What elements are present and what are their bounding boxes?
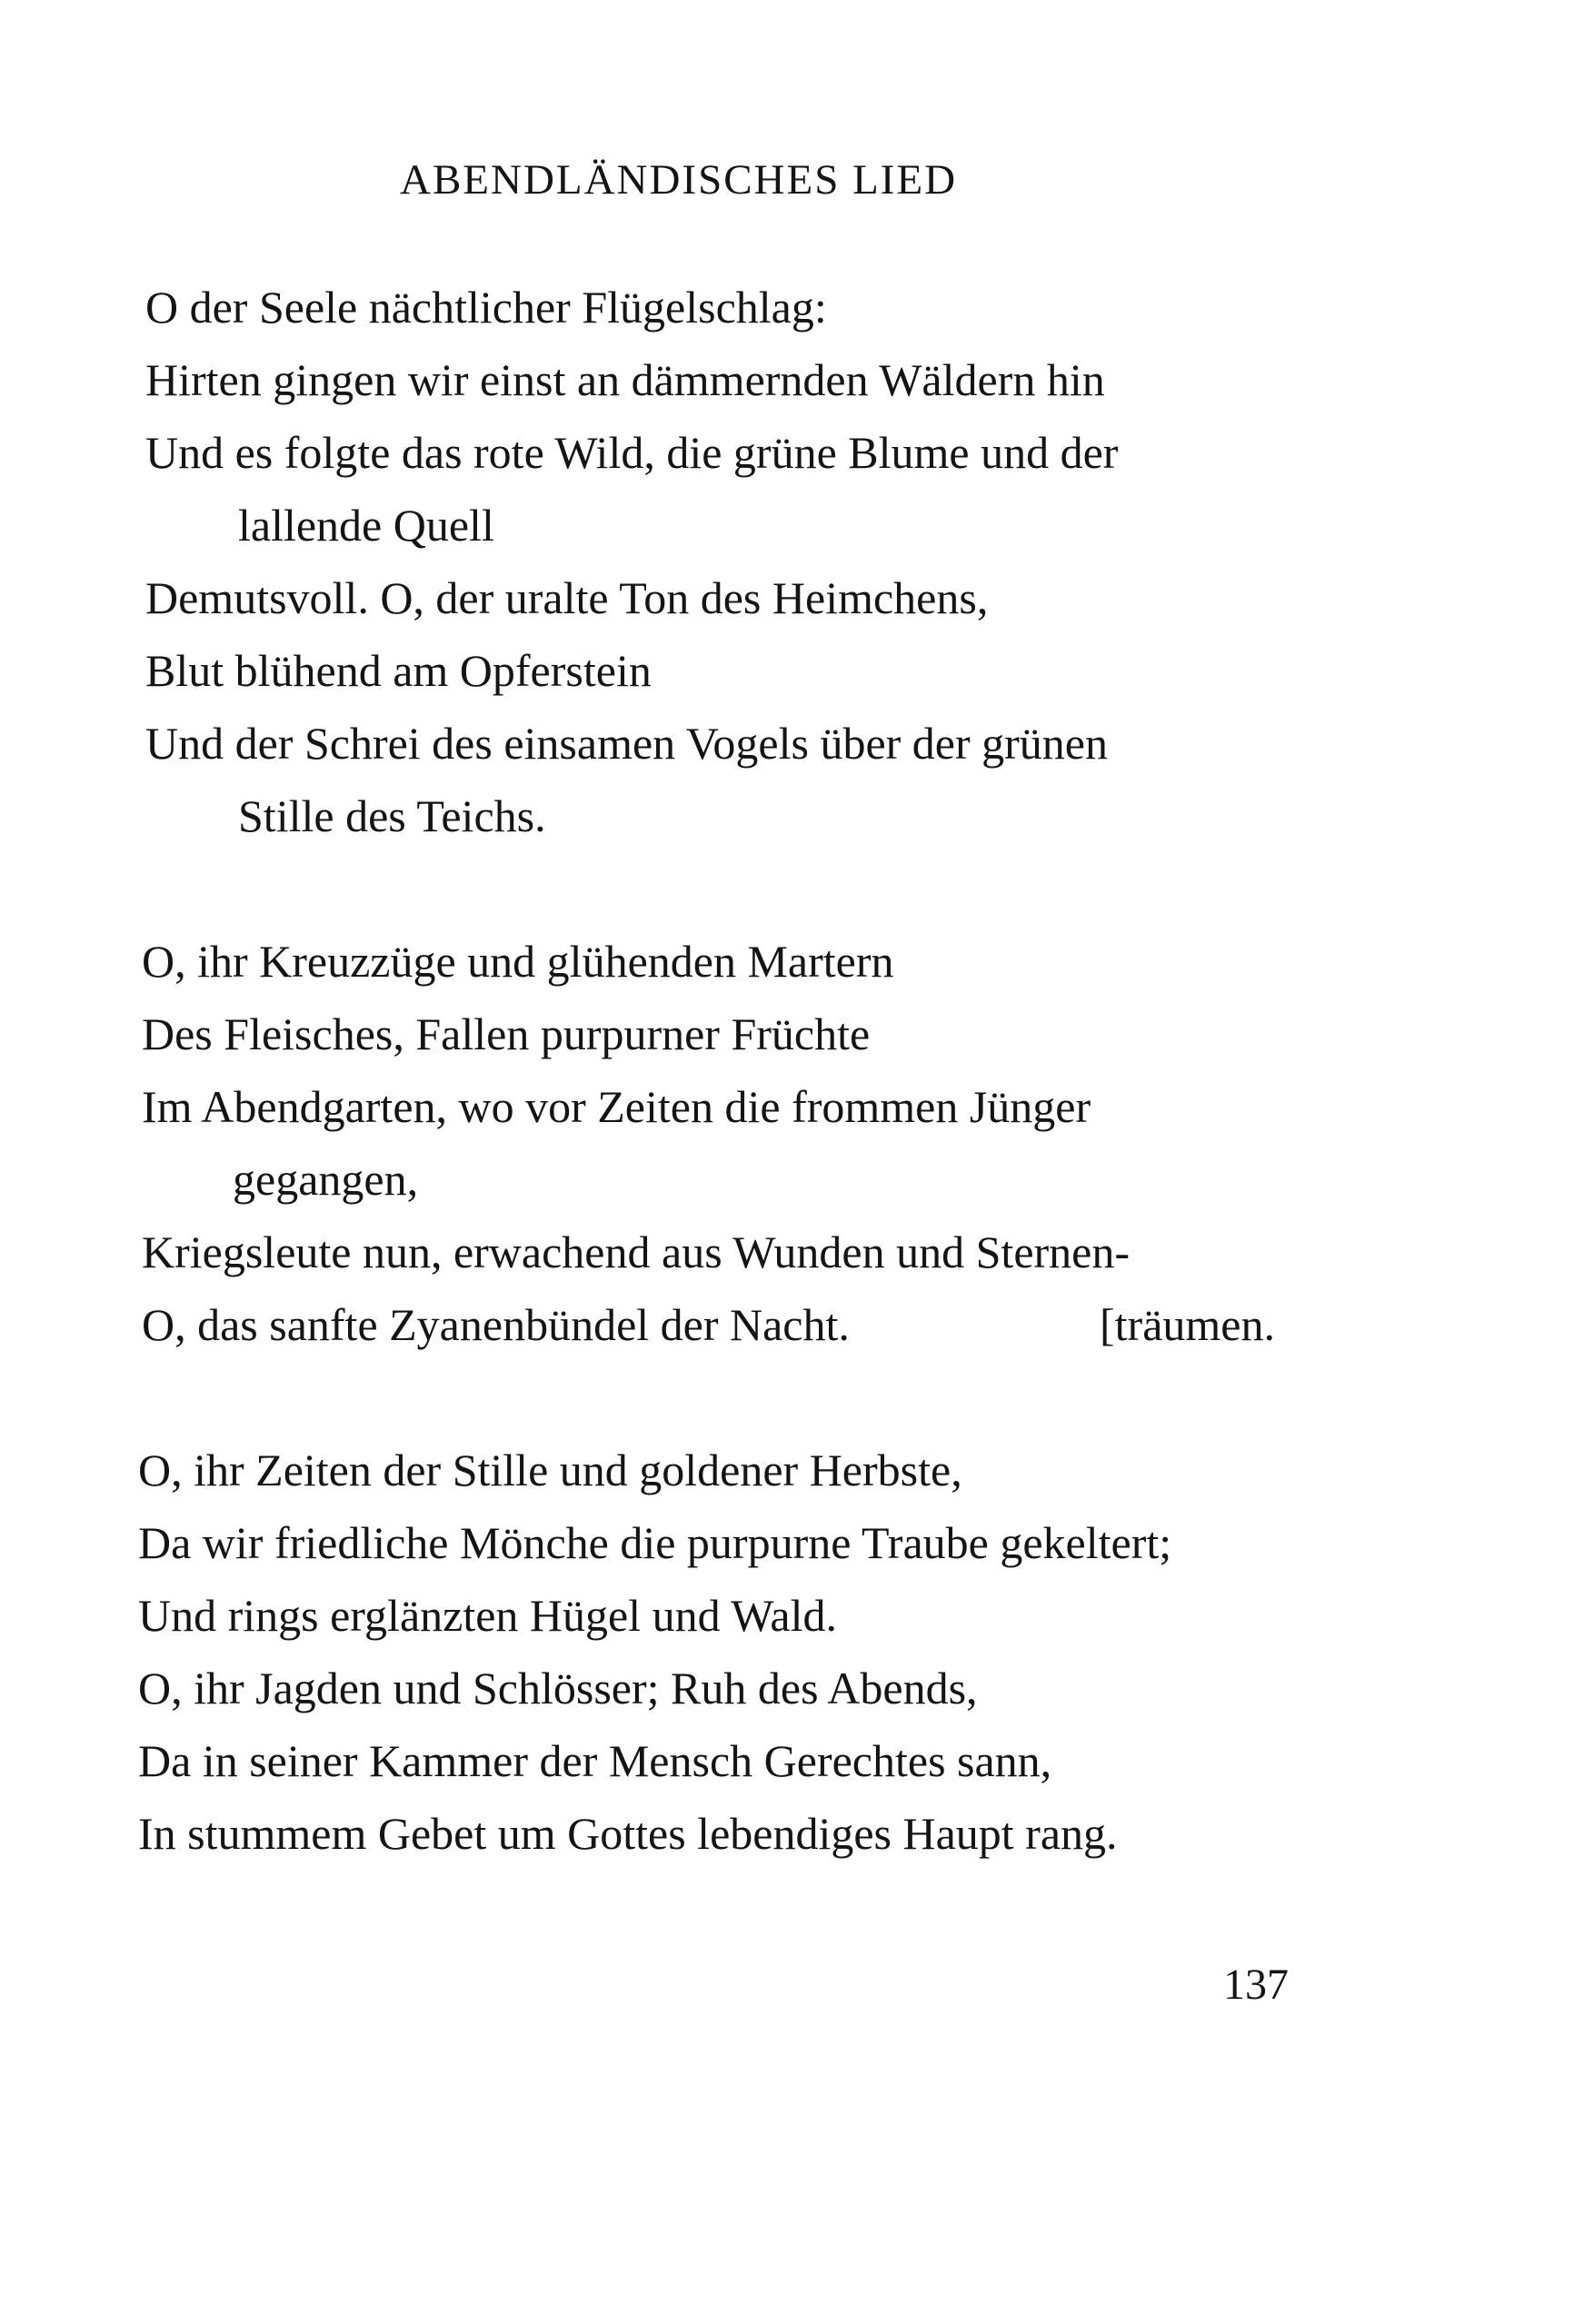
poem-line-overflow-word: [träumen. <box>1100 1299 1275 1350</box>
poem-line: Und es folgte das rote Wild, die grüne Blume und der <box>145 427 1119 478</box>
poem-line-continuation: Stille des Teichs. <box>238 790 546 841</box>
poem-line: O, ihr Jagden und Schlösser; Ruh des Abends, <box>138 1663 978 1713</box>
poem-line: O, ihr Zeiten der Stille und goldener Herbste, <box>138 1445 962 1495</box>
poem-line: Im Abendgarten, wo vor Zeiten die frommen Jünger <box>142 1081 1091 1132</box>
poem-line: O, ihr Kreuzzüge und glühenden Martern <box>142 936 894 987</box>
poem-title: ABENDLÄNDISCHES LIED <box>400 156 958 204</box>
poem-line: Blut blühend am Opferstein <box>145 645 652 696</box>
poem-line: Und rings erglänzten Hügel und Wald. <box>138 1590 837 1641</box>
poem-line: O, das sanfte Zyanenbündel der Nacht. <box>142 1299 850 1350</box>
poem-line-continuation: gegangen, <box>233 1154 419 1205</box>
poem-line: Kriegsleute nun, erwachend aus Wunden und Sternen- <box>142 1227 1131 1277</box>
page-number: 137 <box>1223 1961 1289 2009</box>
poem-line: Und der Schrei des einsamen Vogels über der grünen <box>145 718 1108 769</box>
poem-line: Da in seiner Kammer der Mensch Gerechtes sann, <box>138 1735 1052 1786</box>
poem-line: Des Fleisches, Fallen purpurner Früchte <box>142 1008 871 1059</box>
poem-line: Demutsvoll. O, der uralte Ton des Heimchens, <box>145 572 989 623</box>
poem-line: O der Seele nächtlicher Flügelschlag: <box>145 282 827 333</box>
poem-line: Hirten gingen wir einst an dämmernden Wäldern hin <box>145 354 1105 405</box>
poem-line: Da wir friedliche Mönche die purpurne Traube gekeltert; <box>138 1517 1172 1568</box>
poem-line: In stummem Gebet um Gottes lebendiges Haupt rang. <box>138 1808 1118 1859</box>
poem-line-continuation: lallende Quell <box>238 500 494 551</box>
